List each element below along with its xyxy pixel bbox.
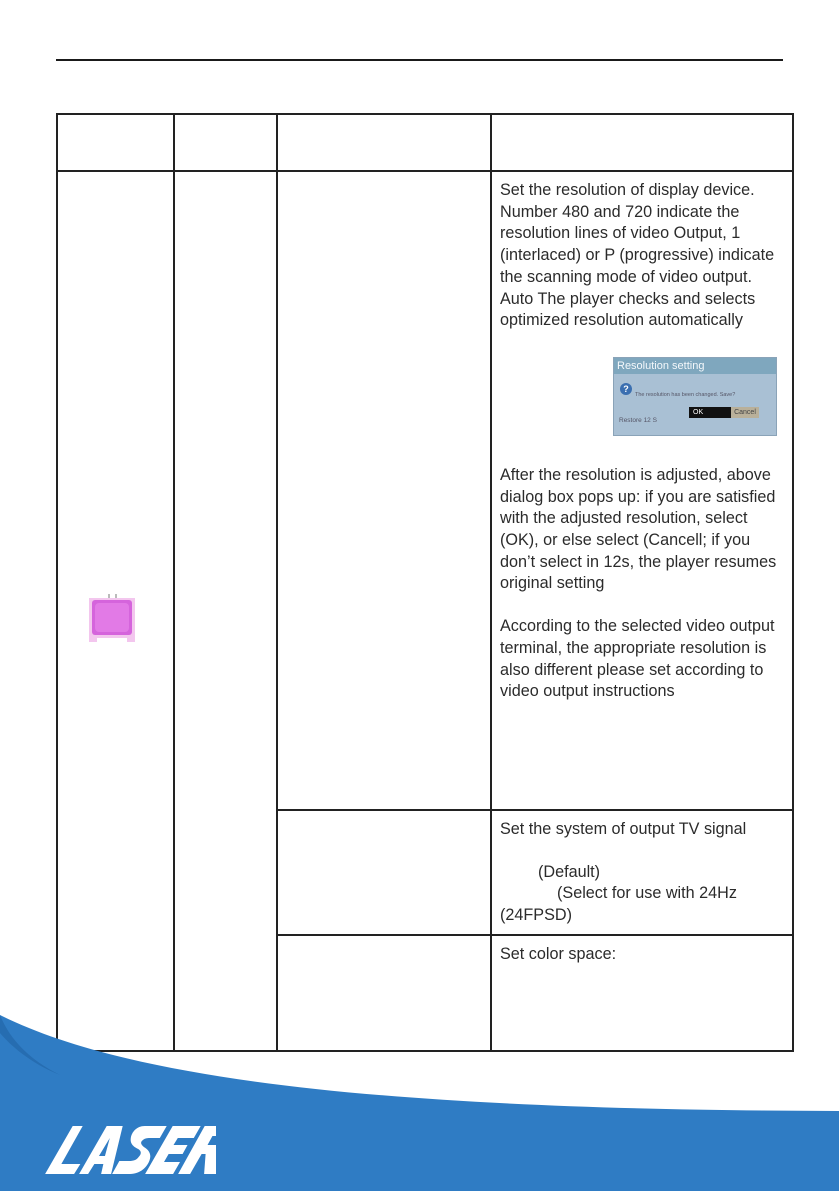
resolution-auto-description: Auto The player checks and selects optimized resolution automatically — [500, 289, 756, 330]
settings-table — [56, 113, 794, 1052]
header-cell-3 — [277, 114, 491, 171]
dialog-cancel-button: Cancel — [731, 407, 759, 418]
table-header-row — [57, 114, 793, 171]
resolution-dialog-image — [613, 357, 777, 436]
dialog-ok-button: OK — [689, 407, 731, 418]
table-row-resolution — [57, 171, 793, 810]
header-cell-4 — [491, 114, 793, 171]
dialog-restore-countdown: Restore 12 S — [619, 416, 657, 424]
description-cell-tv-system — [491, 810, 793, 935]
color-space-description: Set color space: — [500, 945, 617, 963]
question-icon: ? — [620, 383, 632, 395]
resolution-description: Set the resolution of display device. Number 480 and 720 indicate the resolution lines of video Output, 1 (interlaced) or P (progressive) indicate the scanning mode of video output. — [500, 181, 775, 286]
tv-system-option-24hz: (Select for use with 24Hz — [557, 884, 737, 903]
dialog-message: The resolution has been changed. Save? — [635, 391, 736, 398]
tv-monitor-icon — [84, 590, 140, 646]
tv-system-option-24hz-cont: (24FPSD) — [500, 906, 572, 925]
submenu-cell — [174, 171, 277, 1051]
header-cell-1 — [57, 114, 174, 171]
terminal-note-text: According to the selected video output terminal, the appropriate resolution is also different please set according to video output instructions — [500, 617, 775, 701]
after-dialog-text: After the resolution is adjusted, above dialog box pops up: if you are satisfied with the adjusted resolution, select (OK), or else select (Cancell; if you don’t select in 12s, the player resumes original setting — [500, 465, 777, 593]
option-cell-tv-system — [277, 810, 491, 935]
tv-system-description: Set the system of output TV signal — [500, 820, 747, 838]
dialog-screenshot-area — [500, 332, 784, 465]
description-cell-resolution — [491, 171, 793, 810]
tv-system-option-default: (Default) — [538, 862, 601, 881]
option-cell-resolution — [277, 171, 491, 810]
header-rule — [56, 59, 783, 61]
header-cell-2 — [174, 114, 277, 171]
dialog-title: Resolution setting — [614, 358, 776, 374]
laser-logo — [44, 1122, 216, 1176]
